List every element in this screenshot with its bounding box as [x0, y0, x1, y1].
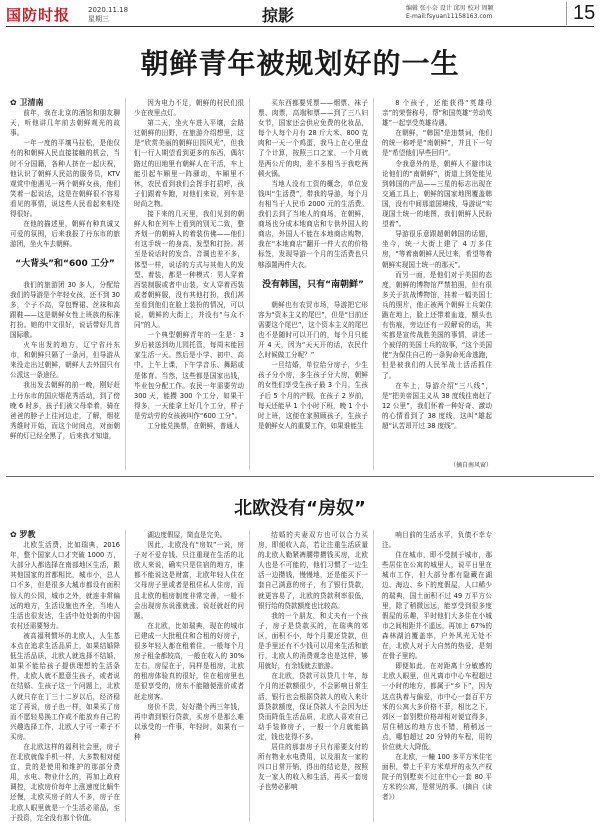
paragraph: 湖边度假屋，简直是完美。 [147, 531, 227, 539]
paragraph: 一个典型朝鲜青年的一生是：3 岁后被送到幼儿园托管，每周末能回家生活一天。然后是小学、初中、高中。上午上课，下午学音乐、舞蹈或是体育。当然，这些都是国家出钱，毕业包分配工作。农民一年需要劳动 300 天，能攒 300 个工分，如果干得多，一天能拿上好几个工分，样子是劳动劳的女孩被叫作“600 工分”。 [134, 331, 244, 420]
article1-byline: ✿ 卫清南 [10, 98, 44, 107]
page-number: 15 [566, 2, 595, 25]
paragraph: 房价不贵，好好攒个两三年钱，再申请到银行贷款，买房不是那么难以承受的一件事，年轻时，如果有一种 [134, 702, 244, 741]
issue-date [88, 6, 128, 24]
paragraph: 工分能兑换票，在朝鲜，普通人 [147, 422, 240, 430]
paragraph: 买东西都要凭票——烟票、袜子票、肉票，高端和票——到了三八妇女节，国家还会供应免费的化妆品，每个人每个月有 28 斤大米、800 克肉和一天一个鸡蛋，我马上在心里盘了个计算，按照三口之家，一个月就是两公斤的肉，差不多相当于我吃两顿火锅。 [258, 99, 368, 178]
paragraph: 在他的描述里，朝鲜有种真诚又可爱的氛围，后来我报了丹东市的旅游团，坐火车去朝鲜。 [10, 220, 120, 249]
article1-col3 [258, 98, 368, 470]
article1-subhead2: 没有韩国，只有“南朝鲜” [262, 279, 364, 290]
paragraph: 当地人没有工资的概念，单位发钱叫“生活费”，带我的导游，每个月有相当于人民币 2000 元的生活费。我们去到了当地人的商场，在朝鲜，商场也分成本地商店和专供外国人的商店，外国人不能在本地商店购物，我在“本地商店”翻开一件大衣的价格标签，发现导游一个月的生活费也只够添置两件大衣。 [258, 179, 368, 269]
paragraph: 8 个孩子，还能获得“英雄母亲”的荣誉称号，帮“和国英雄“劳动英雄”一起享受英雄待遇。 [382, 99, 492, 128]
column-divider [249, 530, 250, 822]
date-text: 2020.11.18 [88, 6, 129, 14]
paragraph: 在朝鲜，“韩国”是违禁词，他们的统一称呼是“南朝鲜”，并且下一句是“希望他们早些回归”。 [382, 129, 492, 158]
article1-headline: 朝鲜青年被规划好的一生 [140, 47, 460, 80]
paragraph: 被高福利惯坏的北欧人，人生基本点在追求生活品质上，如果结婚降低生活品质，北欧人就选择不结婚，如果不能给孩子提供理想的生活条件，北欧人就不愿意生孩子，或者说在结婚、生孩子这一个问题上，北欧人就只存在丁三十二岁以后，经济稳定了再说，房子也一样，如果买了房而不愿轻易换工作或不能放弃自己的兴趣选择工作，北欧人宁可一辈子不买房。 [10, 631, 120, 741]
paragraph: 住在城市，即不受制于城市，那些居住在公寓的城里人，说平日里在城市工作，但大部分都有隐藏在湖边、海边、乡下的度假屋，人口稀少的瑞典，国土面积不过 49 万平方公里，除了稍微远远，能享受到很多度假屋的乐趣，平时他们大多住在小城市之间相距并不遥远，再加上 67%的森林湖泊覆盖率，户外风光无处不在，北欧人对于大自然的热爱，是刻在骨子里的。 [382, 551, 492, 661]
section-title: 掠影 [262, 6, 295, 25]
paragraph: 朝鲜也有农贸市场，导游把它形容为“资本主义的尾巴”，但是“目前还需要这个尾巴”，这个资本主义的尾巴也不是随时可以开门的，每个月只能开 4 天，因为“天天开的话，农民什么时候做工分呢？” [258, 300, 368, 360]
article1-subhead1: “大背头”和“600 工分” [15, 259, 115, 270]
paragraph: 我出发去朝鲜的前一晚，刚好赶上丹东市的国庆烟花秀活动，到了傍晚 6 时多，孩子们被父母牵着，骑在爸爸的脖子上往河边走，了解，烟花秀维时开始，而这个时间点，对面朝鲜的灯已经全黑了，后来我才知道， [10, 381, 120, 440]
column-divider [373, 98, 374, 470]
paragraph: 响目前的生活水平，负债不幸专注。 [382, 531, 492, 550]
paragraph: 我的一个朋友，和丈夫有一个孩子，房子是贷款买的，在瑞典的郊区，面积不小，每个月要还贷款，但是手里还有不少钱可以用来生活和旅行，北欧人的消费观念也是这样，够用就好，有余钱就去旅游。 [258, 611, 368, 671]
paragraph: 在北欧，比如瑞典，现在的城市已建成一大批租住和合租的好房子，很多年轻人都在租着住，一般每个月房子租金都较高，一般在收入的 30%左右，房屋在于，同样是租房，北欧的租房体验真的很好，住在租房里也是很享受的，房东不能随便涨价或者赶走房客。 [134, 621, 244, 701]
article1-col1 [10, 98, 120, 470]
editor-credits [406, 5, 494, 21]
paragraph: 一年一度的平壤马拉松，是他仅有的和朝鲜人民直接接触的机会，当时不分国籍，各种人挤在一起庆祝，他认识了朝鲜人民站的服务员，KTV观赏中他遇见一两个朝鲜女孩，他们笑着一起说话，这是在朝鲜很不容易看见的事情，说这些人民看起来相处得很好。 [10, 139, 120, 219]
article1-col4 [382, 98, 492, 460]
paragraph: 因此，北欧没有“房奴”一说，房子对不爱存钱、只注重现在生活的北欧人来说，确实只是住宿的地方，谁都不能说这是财富，北欧年轻人住在父母房子里或者是租住私人住房，而且北欧的租房制度非常完善，一般不会出现房东说涨就涨、说赶就赶的问题。 [134, 541, 244, 620]
paragraph: 第二天，坐火车进入平壤，会路过朝鲜的田野，在旅游介绍想里，这是“欣赏美丽的朝鲜田园风光”，但我们一行人期望看到更多的东西，偶尔路过的田地里有朝鲜人在干活，车上能引起车厢里一阵骚动，车厢里不休，农民看到我们会挥手打招呼，孩子们跟着车跑，对他们来说，列车是时尚之物。 [134, 119, 244, 208]
paragraph: 即便如此，在对距离十分敏感的北欧人眼里，但凡离市中心车程超过一小时的地方，都属于“乡下”，因为这点执着与偏爱，市中心一套百平方米的公寓大多价格不菲，相比之下，郊区一套别墅价格却相对便宜得多，居住稍远的地方也不错，稍稍远一点，哪怕超过 20 分钟的车程，用的价位就大大降低。 [382, 662, 492, 751]
article2-col3 [258, 530, 368, 822]
paragraph: 导游很乐意跟超朝韩国的话题，坐今，统一大街上建了 4 万多住房，“等着南朝鲜人民过来，希望等着朝鲜实现国土统一的那天”。 [382, 230, 492, 269]
article2-author: 罗教 [19, 530, 36, 539]
paragraph: 令我意外的是，朝鲜人不避讳谈论他们的“南朝鲜”，街道上到处能见到韩国的产品——三星的标志出现在交通工具上，朝鲜的国家地图覆盖韩国，没有中间那道国境线，导游说“实现国土统一的地图，我们朝鲜人民盼望着”。 [382, 159, 492, 229]
article1-col2 [134, 98, 244, 470]
paragraph: 前年，我在北京的酒馆和朋友聊天，听他讲几年前去朝鲜观光的故事。 [10, 109, 120, 138]
column-divider [373, 530, 374, 822]
paragraph: 一旦结婚，单位给分房子，少生孩子分小房，多生孩子分大房，朝鲜的女性们享受生孩子最 3 个月，生孩子后 5 个月的产假，在孩子 2 岁前，每天还能早 1 个小时下班，晚 1 个小时上班，这便在家照顾孩子，生孩子是朝鲜女人的重要工作，如果谁能生 [258, 361, 368, 430]
article2-col4 [382, 530, 492, 822]
email-text: E-mail:fsyuan11158163.com [406, 13, 493, 20]
article2-col2 [134, 530, 244, 822]
paragraph: 因为电力不足，朝鲜的村民们很少在夜里点灯。 [134, 99, 244, 118]
article2-byline: ✿ 罗教 [10, 530, 36, 539]
article1-author: 卫清南 [19, 98, 44, 107]
column-divider [125, 530, 126, 822]
paragraph: 在北欧这样的福利社会里，房子在北欧就像手机一样，大多数相对便宜，贵的是使用和维护的那部分费用，水电、物业什么的，再加上政府调控，北欧房价每年上涨速度比蜗牛还慢，北欧买房子的人不多，房子在北欧人眼里就是一个生活必需品，至于投资，完全没有那个价值。 [10, 742, 120, 822]
masthead-logo: 国防时报 [6, 6, 71, 24]
article-separator [6, 476, 594, 477]
paragraph: 在车上，导游介绍“三八线”，是“把美帝国主义从 38 度线往南赶了 12 公里”，我们怀着一种好奇、激动的心情看到了 38 度线，这叫“雄起超“认苦昂开过 38 度线”。 [382, 381, 492, 430]
column-divider [125, 98, 126, 470]
article1-source-note: （摘自南风窗） [449, 462, 492, 469]
weekday-text: 星期三 [88, 15, 109, 23]
paragraph: 接下来的几天里，我们见到的朝鲜人和在列车上看到的别无二致，整齐划一的朝鲜人的着装仿佛——他们有这手统一的身高、发型和打扮。甚至是说话时的发音、音调也差不多，体型一样，说话的方式与其他人的发型、着装，都是一种模式：男人穿着西装制服或者中山装，女人穿着西装或者朝鲜服，没有其他打扮，我们甚至看到他们在脸上装扮的情况，可以说，朝鲜的大街上，并没有“与众不同”的人。 [134, 210, 244, 330]
paragraph: 北欧生活费，比如瑞典，2016 年，整个国家人口才突破 1000 万，大部分人都选择在南部地区生活，跟其他国家的首都相比，城市小，总人口不多，但是很多大城市都设有面积惊人的公园，城市之外，就连非常偏远的地方，生活设施也齐全，当地人生活也很发达，生活中处处新的中国农村还需要努力。 [10, 541, 120, 630]
paragraph: 结婚的夫妻双方也可以合力买房，即便收入高，若让注重生活质量的北欧人勒紧裤腰带攒钱买房，北欧人也是不可能的，他们习惯了一边生活一边攒钱，慢慢地，还是能买下一套自己满意的房子，有了银行贷款，就更容易了，北欧的贷款利率很低，银行给的贷款额度也比较高。 [258, 531, 368, 610]
paragraph: 火车出发的地方，辽宁省丹东市，和朝鲜只隔了一条河，但导游从来没走出过朝鲜，朝鲜人去外国只有公派这一条途径。 [10, 341, 120, 380]
paragraph: 我们的旅游团 30 多人，分配给我们的导游是个年轻女孩，还不到 30 多，个子不高，穿包臀裙、丝袜和高跟鞋——这是朝鲜女性上班族的标准打扮。她的中文很好，说话带好几首国际歌。 [10, 280, 120, 339]
article2-col1 [10, 530, 120, 822]
credits-text: 编辑 张小奈 设计 邱男 校对 周颖 [406, 5, 494, 12]
paragraph: 而另一面，是他们对于美国的态度，朝鲜的博物馆严禁拍照，但有很多关于抗战博物馆，挂着一幅美国士兵的照片，他正被两个朝鲜士兵架住跪在地上，脸上还带着血迹，额头也有伤痕，旁边还有一段解说的话，其实都是宣传战胜美国的事情，讲述一个被俘的美国士兵的故事，“这个美国佬”为保住自己的一条狗命死命逃跑，但是被我们的人民军战士活活抓住了。 [382, 270, 492, 380]
article2-headline: 北欧没有“房奴” [234, 498, 366, 519]
column-divider [249, 98, 250, 470]
paragraph: 在北欧，一幢 100 多平方米住宅面积，带上千平方米草坪的永久产权院子的别墅卖不过在中心一套 80 平方米的公寓，是常见的事。（摘自《读者》） [382, 753, 492, 802]
paragraph: 居住的那套房子只有需要支付的所有物业水电费用，以及朋友一家的四口日常开销，得出的结论是，按照友一家人的收入和生活，再买一套房子也势必影响 [258, 742, 368, 792]
paragraph: 在北欧，贷款可以贷几十年，每个月的还款额很少，不会影响日常生活，银行也会根据贷款人的收入来计算贷款额度，保证贷款人不会因为还贷而降低生活品质，北欧人喜欢自己动手装修房子，一般一个月就能搞定，钱也花得不多。 [258, 672, 368, 741]
header-rule [6, 26, 594, 27]
